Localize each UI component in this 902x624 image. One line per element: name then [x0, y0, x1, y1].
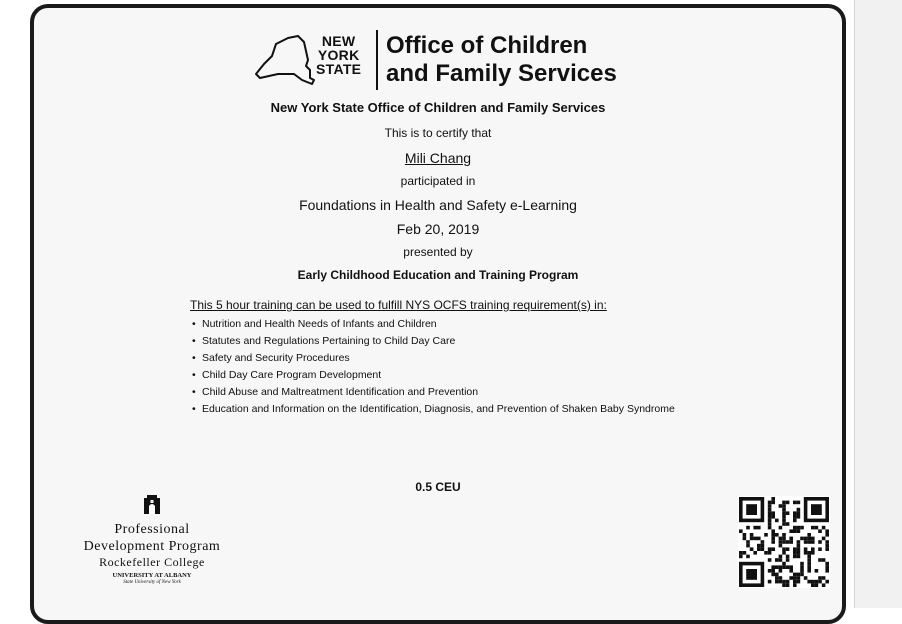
list-item: • Safety and Security Procedures	[192, 350, 675, 367]
nys-line: STATE	[316, 61, 362, 77]
completion-date: Feb 20, 2019	[396, 221, 480, 237]
qr-code-icon	[738, 496, 830, 588]
list-item: • Nutrition and Health Needs of Infants and Children	[192, 316, 675, 333]
pdp-logo	[52, 494, 252, 586]
list-item: • Education and Information on the Identification, Diagnosis, and Prevention of Shaken Baby Syndrome	[192, 401, 675, 418]
participated-text: participated in	[400, 174, 476, 188]
pdp-line: State University of New York	[123, 580, 181, 585]
pdp-line: UNIVERSITY AT ALBANY	[112, 572, 192, 579]
training-note: This 5 hour training can be used to fulfill NYS OCFS training requirement(s) in:	[190, 298, 607, 312]
nys-line: NEW	[321, 33, 356, 49]
list-item: • Statutes and Regulations Pertaining to Child Day Care	[192, 333, 675, 350]
pdp-line: Professional	[114, 522, 190, 537]
pdp-line: Rockefeller College	[99, 555, 205, 569]
recipient-name	[34, 150, 842, 166]
agency-name: New York State Office of Children and Family Services	[270, 100, 606, 115]
office-name-line: and Family Services	[386, 60, 617, 87]
course-title: Foundations in Health and Safety e-Learning	[299, 197, 577, 213]
new-york-state-map-icon	[254, 34, 318, 86]
list-item: • Child Day Care Program Development	[192, 367, 675, 384]
presented-text: presented by	[403, 245, 473, 259]
requirements-list	[192, 316, 675, 418]
list-item: • Child Abuse and Maltreatment Identification and Prevention	[192, 384, 675, 401]
office-name-line: Office of Children	[386, 32, 588, 59]
ceu-value: 0.5 CEU	[415, 480, 461, 494]
tower-logo-icon	[141, 494, 163, 516]
recipient-name-text: Mili Chang	[404, 150, 472, 166]
nys-wordmark	[316, 34, 361, 76]
ocfs-logo	[254, 28, 674, 92]
certificate	[30, 4, 846, 624]
nys-line: YORK	[317, 47, 360, 63]
office-name	[386, 32, 617, 88]
logo-divider	[376, 30, 378, 90]
program-name: Early Childhood Education and Training Program	[297, 268, 579, 282]
page-edge	[854, 0, 902, 608]
certify-text: This is to certify that	[384, 126, 492, 140]
pdp-line: Development Program	[83, 539, 221, 554]
